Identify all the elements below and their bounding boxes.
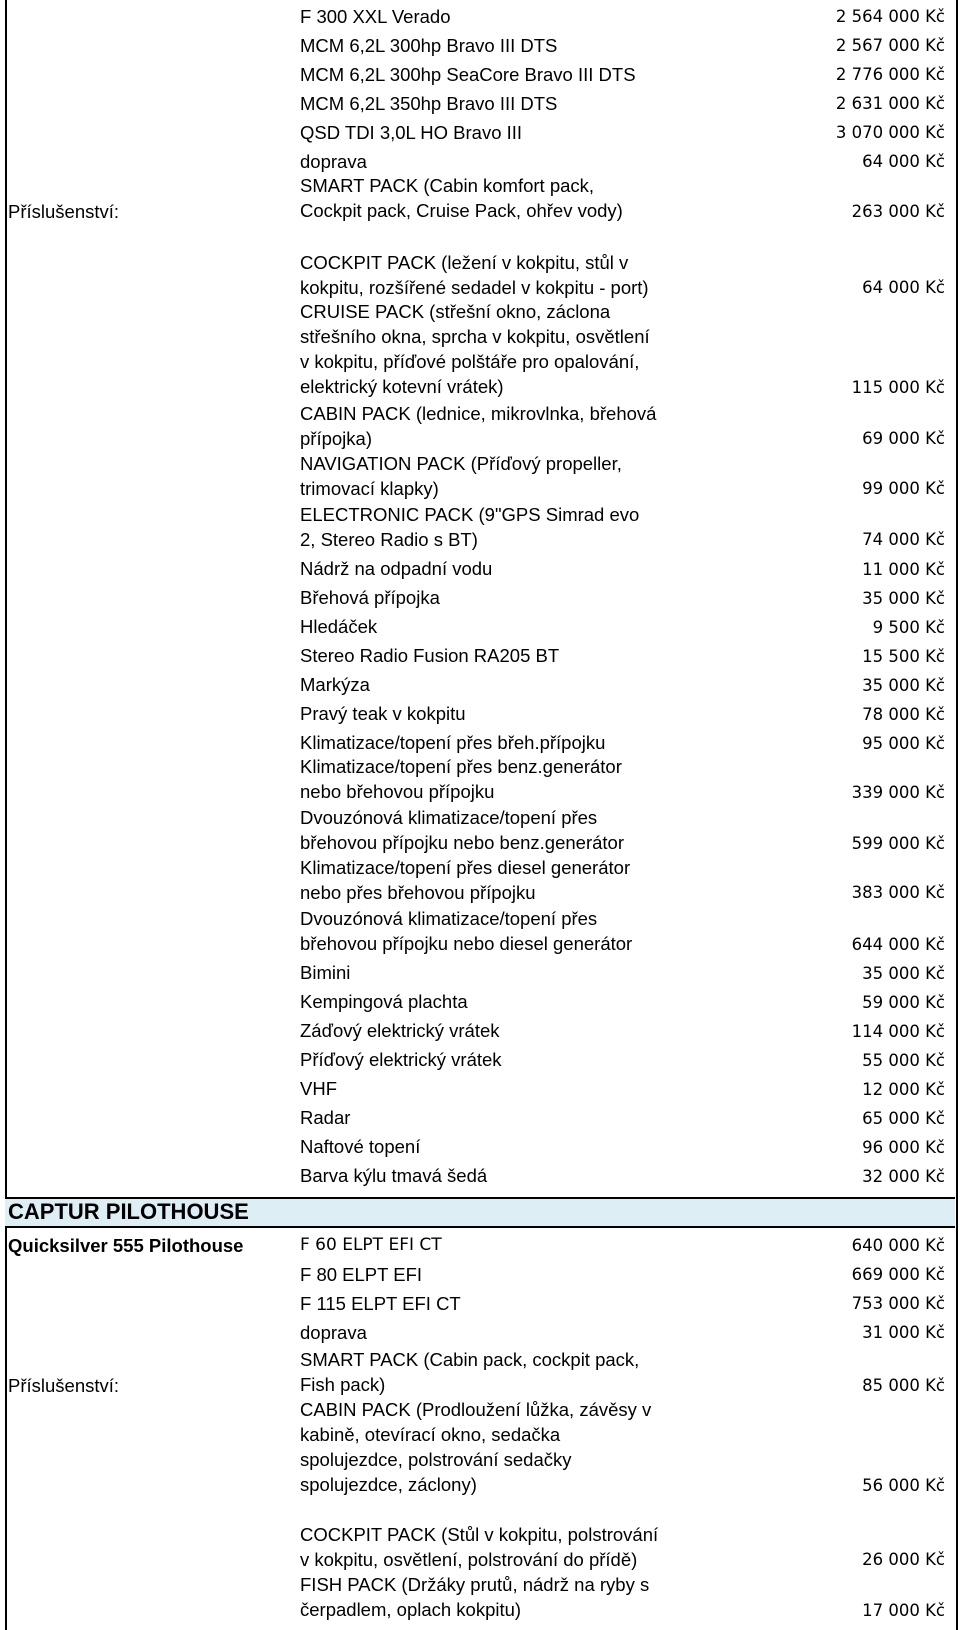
row-item-text: střešního okna, sprcha v kokpitu, osvětlení <box>300 326 650 347</box>
row-item-price: 78 000 Kč <box>862 705 945 724</box>
row-item-text: Pravý teak v kokpitu <box>300 703 466 724</box>
row-item-price: 74 000 Kč <box>862 530 945 549</box>
row-item-price: 9 500 Kč <box>872 618 945 637</box>
row-item-text: elektrický kotevní vrátek) <box>300 376 504 397</box>
row-item-price: 59 000 Kč <box>862 993 945 1012</box>
row-item-price: 3 070 000 Kč <box>835 123 945 142</box>
row-item-price: 2 776 000 Kč <box>835 65 945 84</box>
row-item-text: břehovou přípojku nebo benz.generátor <box>300 832 624 853</box>
row-item-text: F 300 XXL Verado <box>300 6 451 27</box>
row2-item-text: SMART PACK (Cabin pack, cockpit pack, <box>300 1349 640 1370</box>
row2-item-text: CABIN PACK (Prodloužení lůžka, závěsy v <box>300 1399 652 1420</box>
row-item-price: 69 000 Kč <box>862 429 945 448</box>
row-item-text: ELECTRONIC PACK (9"GPS Simrad evo <box>300 504 640 525</box>
left-border <box>5 0 7 1630</box>
row2-item-text: F 115 ELPT EFI CT <box>300 1293 461 1314</box>
row-item-price: 95 000 Kč <box>862 734 945 753</box>
row-item-text: Dvouzónová klimatizace/topení přes <box>300 908 598 929</box>
row2-item-price: 26 000 Kč <box>862 1550 945 1569</box>
row2-item-price: 640 000 Kč <box>851 1236 945 1255</box>
model-name: Quicksilver 555 Pilothouse <box>8 1235 244 1256</box>
row-item-text: Markýza <box>300 674 370 695</box>
row-item-text: QSD TDI 3,0L HO Bravo III <box>300 122 523 143</box>
row-item-text: Břehová přípojka <box>300 587 440 608</box>
row-item-text: MCM 6,2L 300hp Bravo III DTS <box>300 35 558 56</box>
row-item-text: VHF <box>300 1078 337 1099</box>
row-item-price: 35 000 Kč <box>862 589 945 608</box>
row-item-text: v kokpitu, příďové polštáře pro opalování, <box>300 351 640 372</box>
row-item-text: 2, Stereo Radio s BT) <box>300 529 478 550</box>
row-item-price: 35 000 Kč <box>862 676 945 695</box>
row-item-text: Naftové topení <box>300 1136 421 1157</box>
row-item-price: 99 000 Kč <box>862 479 945 498</box>
accessories-label-2: Příslušenství: <box>8 1375 120 1396</box>
row-item-price: 65 000 Kč <box>862 1109 945 1128</box>
row-item-price: 383 000 Kč <box>851 883 945 902</box>
row2-item-text: doprava <box>300 1322 367 1343</box>
row2-item-text: F 60 ELPT EFI CT <box>300 1235 442 1255</box>
row2-item-text: Fish pack) <box>300 1374 386 1395</box>
row-item-price: 55 000 Kč <box>862 1051 945 1070</box>
row-item-price: 32 000 Kč <box>862 1167 945 1186</box>
row-item-price: 11 000 Kč <box>862 560 945 579</box>
row2-item-text: čerpadlem, oplach kokpitu) <box>300 1599 522 1620</box>
row2-item-text: kabině, otevírací okno, sedačka <box>300 1424 561 1445</box>
row-item-text: NAVIGATION PACK (Příďový propeller, <box>300 453 622 474</box>
row2-item-price: 56 000 Kč <box>862 1476 945 1495</box>
row-item-price: 96 000 Kč <box>862 1138 945 1157</box>
row-item-text: Dvouzónová klimatizace/topení přes <box>300 807 598 828</box>
row-item-text: Hledáček <box>300 616 378 637</box>
row-item-price: 15 500 Kč <box>862 647 945 666</box>
row-item-text: COCKPIT PACK (ležení v kokpitu, stůl v <box>300 252 629 273</box>
row-item-text: doprava <box>300 151 367 172</box>
row-item-text: SMART PACK (Cabin komfort pack, <box>300 175 595 196</box>
row-item-price: 2 631 000 Kč <box>835 94 945 113</box>
row2-item-text: F 80 ELPT EFI <box>300 1264 423 1285</box>
row-item-text: MCM 6,2L 300hp SeaCore Bravo III DTS <box>300 64 636 85</box>
accessories-label: Příslušenství: <box>8 201 120 222</box>
row-item-text: nebo břehovou přípojku <box>300 781 495 802</box>
row-item-text: Kempingová plachta <box>300 991 468 1012</box>
row-item-price: 2 567 000 Kč <box>835 36 945 55</box>
row-item-price: 12 000 Kč <box>862 1080 945 1099</box>
row-item-text: trimovací klapky) <box>300 478 439 499</box>
row-item-text: Stereo Radio Fusion RA205 BT <box>300 645 560 666</box>
row2-item-text: COCKPIT PACK (Stůl v kokpitu, polstrování <box>300 1524 659 1545</box>
row-item-text: Cockpit pack, Cruise Pack, ohřev vody) <box>300 200 623 221</box>
row-item-text: CRUISE PACK (střešní okno, záclona <box>300 301 611 322</box>
row-item-price: 339 000 Kč <box>851 783 945 802</box>
row2-item-text: v kokpitu, osvětlení, polstrování do přídě) <box>300 1549 638 1570</box>
row-item-text: Barva kýlu tmavá šedá <box>300 1165 488 1186</box>
row-item-text: Klimatizace/topení přes diesel generátor <box>300 857 631 878</box>
row-item-price: 64 000 Kč <box>862 278 945 297</box>
row-item-text: Bimini <box>300 962 351 983</box>
row-item-text: kokpitu, rozšířené sedadel v kokpitu - port) <box>300 277 649 298</box>
row-item-price: 599 000 Kč <box>851 834 945 853</box>
row-item-text: nebo přes břehovou přípojku <box>300 882 536 903</box>
row2-item-price: 31 000 Kč <box>862 1323 945 1342</box>
row-item-text: CABIN PACK (lednice, mikrovlnka, břehová <box>300 403 657 424</box>
row-item-price: 115 000 Kč <box>851 378 945 397</box>
row-item-text: Nádrž na odpadní vodu <box>300 558 493 579</box>
row-item-price: 263 000 Kč <box>851 202 945 221</box>
row-item-price: 35 000 Kč <box>862 964 945 983</box>
row-item-text: přípojka) <box>300 428 372 449</box>
row-item-text: Radar <box>300 1107 351 1128</box>
row-item-price: 2 564 000 Kč <box>835 7 945 26</box>
row-item-text: břehovou přípojku nebo diesel generátor <box>300 933 633 954</box>
row-item-price: 64 000 Kč <box>862 152 945 171</box>
row2-item-text: FISH PACK (Držáky prutů, nádrž na ryby s <box>300 1574 650 1595</box>
row-item-price: 644 000 Kč <box>851 935 945 954</box>
row2-item-text: spolujezdce, záclony) <box>300 1474 477 1495</box>
row2-item-price: 753 000 Kč <box>851 1294 945 1313</box>
row2-item-text: spolujezdce, polstrování sedačky <box>300 1449 572 1470</box>
row2-item-price: 17 000 Kč <box>862 1601 945 1620</box>
row-item-price: 114 000 Kč <box>851 1022 945 1041</box>
row-item-text: MCM 6,2L 350hp Bravo III DTS <box>300 93 558 114</box>
section-title: CAPTUR PILOTHOUSE <box>8 1199 249 1224</box>
row2-item-price: 85 000 Kč <box>862 1376 945 1395</box>
right-border <box>956 0 958 1630</box>
row2-item-price: 669 000 Kč <box>851 1265 945 1284</box>
row-item-text: Záďový elektrický vrátek <box>300 1020 500 1041</box>
row-item-text: Příďový elektrický vrátek <box>300 1049 502 1070</box>
row-item-text: Klimatizace/topení přes břeh.přípojku <box>300 732 606 753</box>
row-item-text: Klimatizace/topení přes benz.generátor <box>300 756 622 777</box>
